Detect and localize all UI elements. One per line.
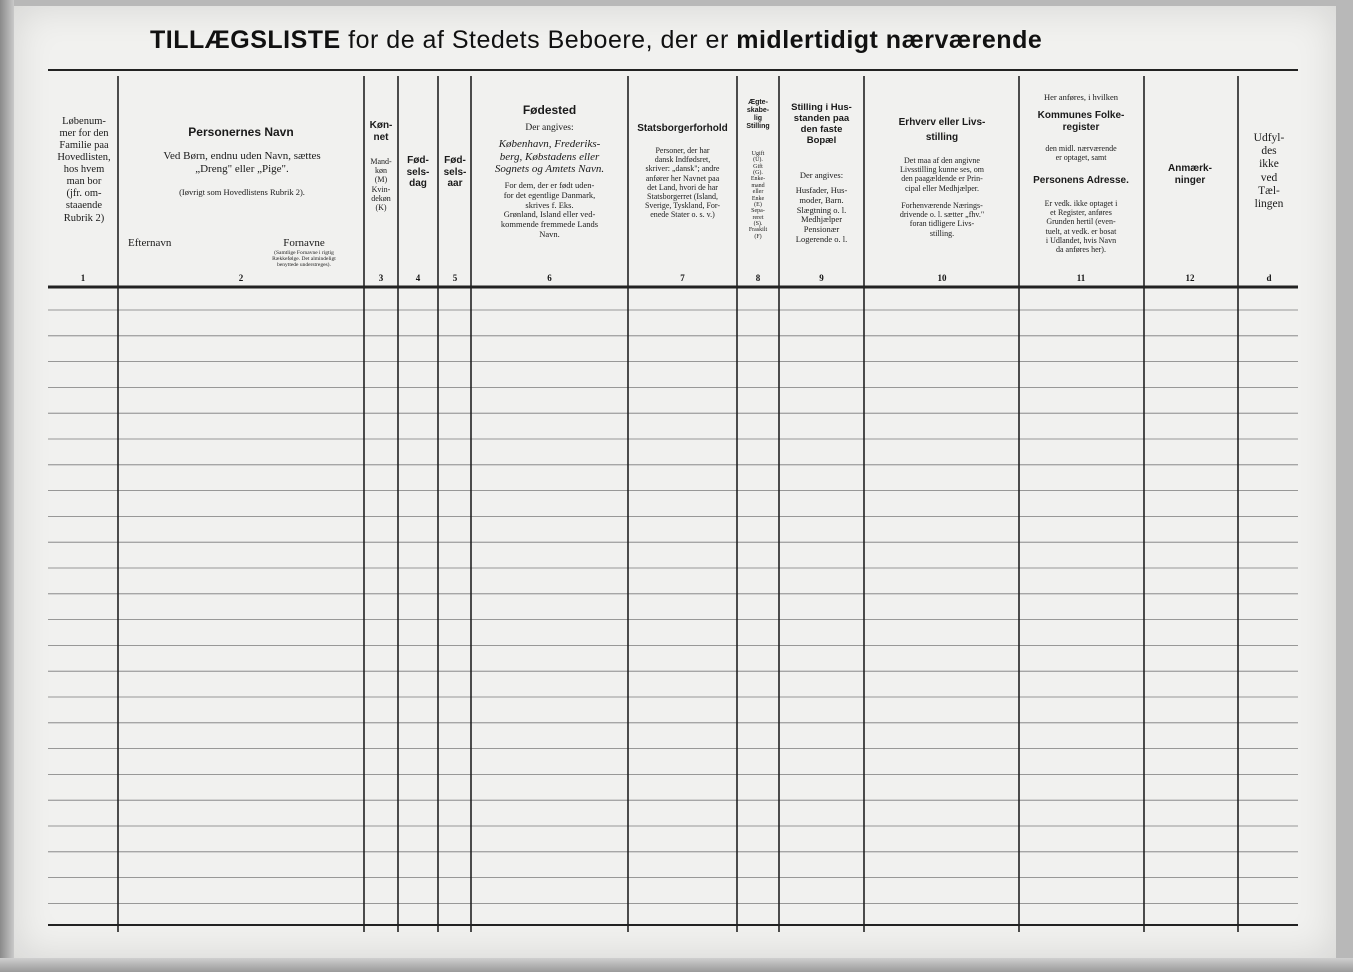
col2-number: 2 (238, 273, 244, 283)
title-main: TILLÆGSLISTE (150, 26, 341, 54)
col5-heading: Fød- sels- aar (443, 155, 467, 189)
col9-number: 9 (819, 273, 824, 283)
col1-header: Løbenum- mer for den Familie paa Hovedlisten, hos hvem man bor (jfr. om- staaende Rubrik 2) (57, 116, 111, 224)
cold-number: d (1266, 273, 1272, 283)
col2-given-note: (Samtlige Fornavne i rigtig Rækkefølge. Det almindeligt benyttede understreges). (272, 250, 336, 268)
col7-number: 7 (680, 273, 685, 283)
col6-heading: Fødested (522, 103, 577, 117)
col11-mid: den midl. nærværende er optaget, samt (1045, 144, 1117, 163)
col9-heading: Stilling i Hus- standen paa den faste Bopæl (791, 102, 852, 146)
col11-heading: Kommunes Folke- register (1037, 110, 1125, 133)
col6-places: København, Frederiks- berg, Købstadens eller Sognets og Amtets Navn. (494, 138, 605, 176)
col3-text: Mand- køn (M) Kvin- dekøn (K) (370, 157, 392, 212)
col1-number: 1 (80, 273, 86, 283)
col2-note: Ved Børn, endnu uden Navn, sættes „Dreng" eller „Pige". (163, 150, 321, 175)
col11-number: 11 (1076, 273, 1086, 283)
col10-text2: Forhenværende Nærings- drivende o. l. sætter „fhv." foran tidligere Livs- stilling. (899, 201, 985, 238)
col3-heading: Køn- net (369, 120, 393, 143)
col4-heading: Fød- sels- dag (406, 155, 430, 189)
col11-heading2: Personens Adresse. (1033, 175, 1129, 186)
col10-text: Det maa af den angivne Livsstilling kunne ses, om den paagældende er Prin- cipal eller Medhjælper. (900, 156, 984, 193)
cold-text: Udfyl- des ikke ved Tæl- lingen (1253, 132, 1285, 211)
col2-surname: Efternavn (128, 237, 172, 249)
col9-text: Husfader, Hus- moder, Barn. Slægtning o. l. Medhjælper Pensionær Logerende o. l. (795, 185, 848, 244)
col11-pre: Her anføres, i hvilken (1043, 92, 1119, 102)
col6-number: 6 (547, 273, 552, 283)
col10-number: 10 (937, 273, 947, 283)
col2-heading: Personernes Navn (188, 125, 294, 139)
col12-number: 12 (1185, 273, 1195, 283)
row-lines (48, 310, 1298, 903)
col6-abroad: For dem, der er født uden- for det egentlige Danmark, skrives f. Eks. Grønland, Island eller ved- kommende fremmede Lands Navn. (500, 180, 599, 239)
col8-text: Ugift (U). Gift (G). Enke- mand eller Enke (E) Sepa- reret (S). Fraskilt (F) (748, 151, 768, 240)
col5-number: 5 (452, 273, 458, 283)
col2-given: Fornavne (283, 237, 325, 249)
col2-sub: (Iøvrigt som Hovedlistens Rubrik 2). (179, 187, 305, 197)
col10-heading: Erhverv eller Livs- stilling (898, 117, 986, 143)
col12-heading: Anmærk- ninger (1168, 163, 1212, 186)
col9-sub: Der angives: (799, 170, 844, 180)
col6-sub: Der angives: (525, 123, 574, 133)
title-middle: for de af Stedets Beboere, der er (348, 26, 729, 54)
col4-number: 4 (415, 273, 421, 283)
col7-text: Personer, der har dansk Indfødsret, skriver: „dansk"; andre anfører her Navnet paa det Land, hvori de har Statsborgerret (Island, Sverige, Tyskland, For- enede Stater o. s. v.) (644, 146, 721, 220)
title-end: midlertidigt nærværende (736, 26, 1043, 54)
col8-number: 8 (755, 273, 761, 283)
col11-text: Er vedk. ikke optaget i et Register, anføres Grunden hertil (even- tuelt, at vedk. er bosat i Udlandet, hvis Navn da anføres her). (1044, 199, 1118, 254)
col3-number: 3 (378, 273, 384, 283)
col7-heading: Statsborgerforhold (637, 123, 728, 134)
col8-heading: Ægte- skabe- lig Stilling (746, 99, 770, 131)
